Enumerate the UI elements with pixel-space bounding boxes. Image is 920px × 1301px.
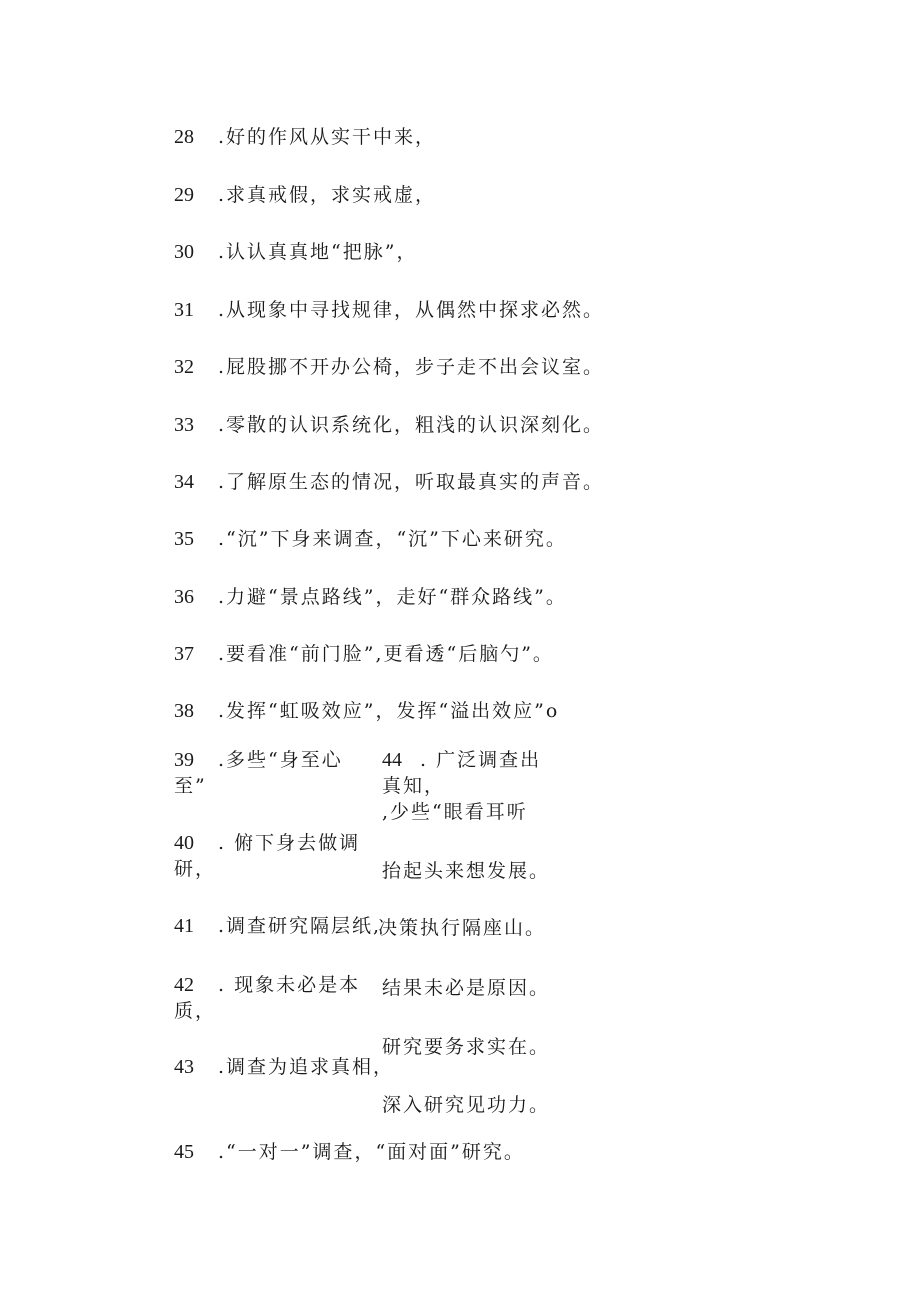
line-number: 37: [174, 643, 194, 665]
line-number: 29: [174, 184, 194, 206]
line-text: 深入研究见功力。: [382, 1094, 551, 1116]
line-number: 34: [174, 471, 194, 493]
line-number: 41: [174, 915, 194, 937]
line-text: 抬起头来想发展。: [382, 860, 551, 882]
line-number: 28: [174, 126, 194, 148]
line-text: .“一对一”调查，“面对面”研究。: [218, 1141, 525, 1163]
line-text: .认认真真地“把脉”，: [218, 241, 418, 263]
line-text: 研究要务求实在。: [382, 1036, 551, 1058]
line-text: .屁股挪不开办公椅，步子走不出会议室。: [218, 356, 605, 378]
line-wrap: 研，: [174, 858, 217, 880]
line-number: 44: [382, 749, 402, 771]
line-text: .调查研究隔层纸,: [218, 915, 382, 937]
line-number: 45: [174, 1141, 194, 1163]
line-text: .要看准“前门脸”,更看透“后脑勺”。: [218, 643, 554, 665]
line-number: 42: [174, 974, 194, 996]
line-number: 43: [174, 1056, 194, 1078]
line-number: 36: [174, 586, 194, 608]
line-text: .从现象中寻找规律，从偶然中探求必然。: [218, 299, 605, 321]
line-text: 决策执行隔座山。: [378, 917, 547, 939]
line-text: .了解原生态的情况，听取最真实的声音。: [218, 471, 605, 493]
line-text: 结果未必是原因。: [382, 977, 551, 999]
line-text: .求真戒假，求实戒虚，: [218, 184, 437, 206]
line-text: .发挥“虹吸效应”，发挥“溢出效应”o: [218, 700, 560, 722]
line-number: 31: [174, 299, 194, 321]
line-number: 39: [174, 749, 194, 771]
line-number: 40: [174, 832, 194, 854]
line-number: 35: [174, 528, 194, 550]
line-text: . 广泛调查出: [420, 749, 542, 771]
line-text: .好的作风从实干中来，: [218, 126, 437, 148]
line-number: 32: [174, 356, 194, 378]
line-text: . 现象未必是本: [218, 974, 361, 996]
line-wrap: 真知，: [382, 775, 446, 797]
line-text: . 俯下身去做调: [218, 832, 361, 854]
line-number: 33: [174, 414, 194, 436]
line-text: .调查为追求真相，: [218, 1056, 395, 1078]
line-number: 38: [174, 700, 194, 722]
line-text: .力避“景点路线”，走好“群众路线”。: [218, 586, 567, 608]
line-text: .零散的认识系统化，粗浅的认识深刻化。: [218, 414, 605, 436]
line-text: .多些“身至心: [218, 749, 343, 771]
line-wrap: 质，: [174, 1000, 217, 1022]
line-number: 30: [174, 241, 194, 263]
line-text: .“沉”下身来调查，“沉”下心来研究。: [218, 528, 567, 550]
line-wrap: 至”: [174, 775, 207, 797]
line-text: ,少些“眼看耳听: [382, 801, 528, 823]
